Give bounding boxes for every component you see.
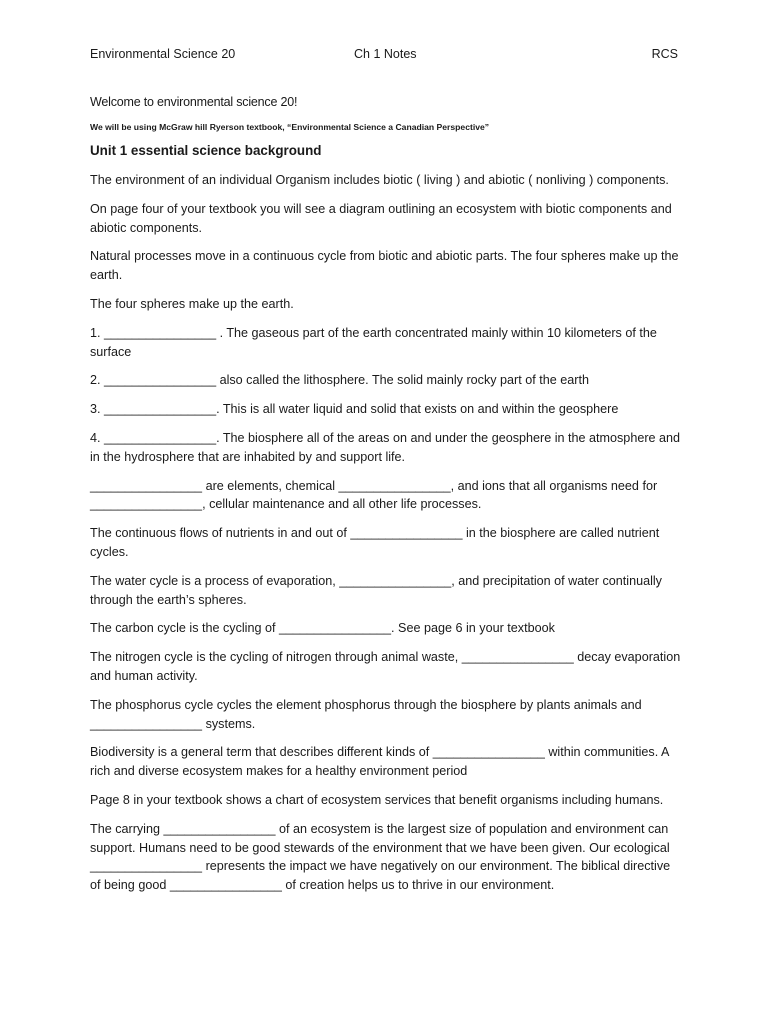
paragraph-nitrogen-cycle: The nitrogen cycle is the cycling of nitrogen through animal waste, ________________ decay evaporation and human activity. — [90, 650, 681, 683]
paragraph-natural-processes: Natural processes move in a continuous cycle from biotic and abiotic parts. The four spheres make up the earth. — [90, 249, 679, 283]
textbook-note: We will be using McGraw hill Ryerson textbook, “Environmental Science a Canadian Perspective” — [90, 122, 490, 132]
paragraph-phosphorus-cycle: The phosphorus cycle cycles the element phosphorus through the biosphere by plants animals and ________________ systems. — [90, 697, 642, 731]
unit-heading: Unit 1 essential science background — [90, 143, 322, 158]
paragraph-page-four: On page four of your textbook you will see a diagram outlining an ecosystem with biotic components and abiotic components. — [90, 201, 672, 235]
list-item-sphere-4: 4. ________________. The biosphere all of the areas on and under the geosphere in the atmosphere and in the hydrosphere that are inhabited by and support life. — [90, 430, 681, 464]
list-item-sphere-3: 3. ________________. This is all water liquid and solid that exists on and within the geosphere — [90, 402, 619, 417]
paragraph-carrying-capacity: The carrying ________________ of an ecosystem is the largest size of population and environment can support. Humans need to be good stewards of the environment that we have been given. Our ecological ________________ represents the impact we have negatively on our environment. The biblical directive of being good ________________ of creation helps us to thrive in our environment. — [90, 821, 671, 893]
paragraph-nutrient-cycles: The continuous flows of nutrients in and out of ________________ in the biosphere are called nutrient cycles. — [90, 526, 660, 559]
page-header — [90, 47, 678, 65]
paragraph-carbon-cycle: The carbon cycle is the cycling of ________________. See page 6 in your textbook — [90, 621, 555, 636]
paragraph-water-cycle: The water cycle is a process of evaporation, ________________, and precipitation of water continually through the earth’s spheres. — [90, 573, 662, 607]
welcome-line: Welcome to environmental science 20! — [90, 95, 298, 109]
paragraph-biodiversity: Biodiversity is a general term that describes different kinds of ________________ within communities. A rich and diverse ecosystem makes for a healthy environment period — [90, 745, 669, 779]
paragraph-four-spheres: The four spheres make up the earth. — [90, 296, 294, 311]
header-chapter: Ch 1 Notes — [354, 47, 417, 61]
document-body — [90, 94, 682, 905]
paragraph-environment: The environment of an individual Organism includes biotic ( living ) and abiotic ( nonliving ) components. — [90, 173, 669, 187]
header-school: RCS — [651, 47, 678, 61]
paragraph-ecosystem-services: Page 8 in your textbook shows a chart of ecosystem services that benefit organisms including humans. — [90, 792, 664, 807]
list-item-sphere-2: 2. ________________ also called the lithosphere. The solid mainly rocky part of the earth — [90, 373, 589, 388]
list-item-sphere-1: 1. ________________ . The gaseous part of the earth concentrated mainly within 10 kilometers of the surface — [90, 325, 657, 359]
header-course-name: Environmental Science 20 — [90, 47, 236, 61]
paragraph-nutrients: ________________ are elements, chemical ________________, and ions that all organisms need for ________________, cellular maintenance and all other life processes. — [90, 478, 658, 512]
